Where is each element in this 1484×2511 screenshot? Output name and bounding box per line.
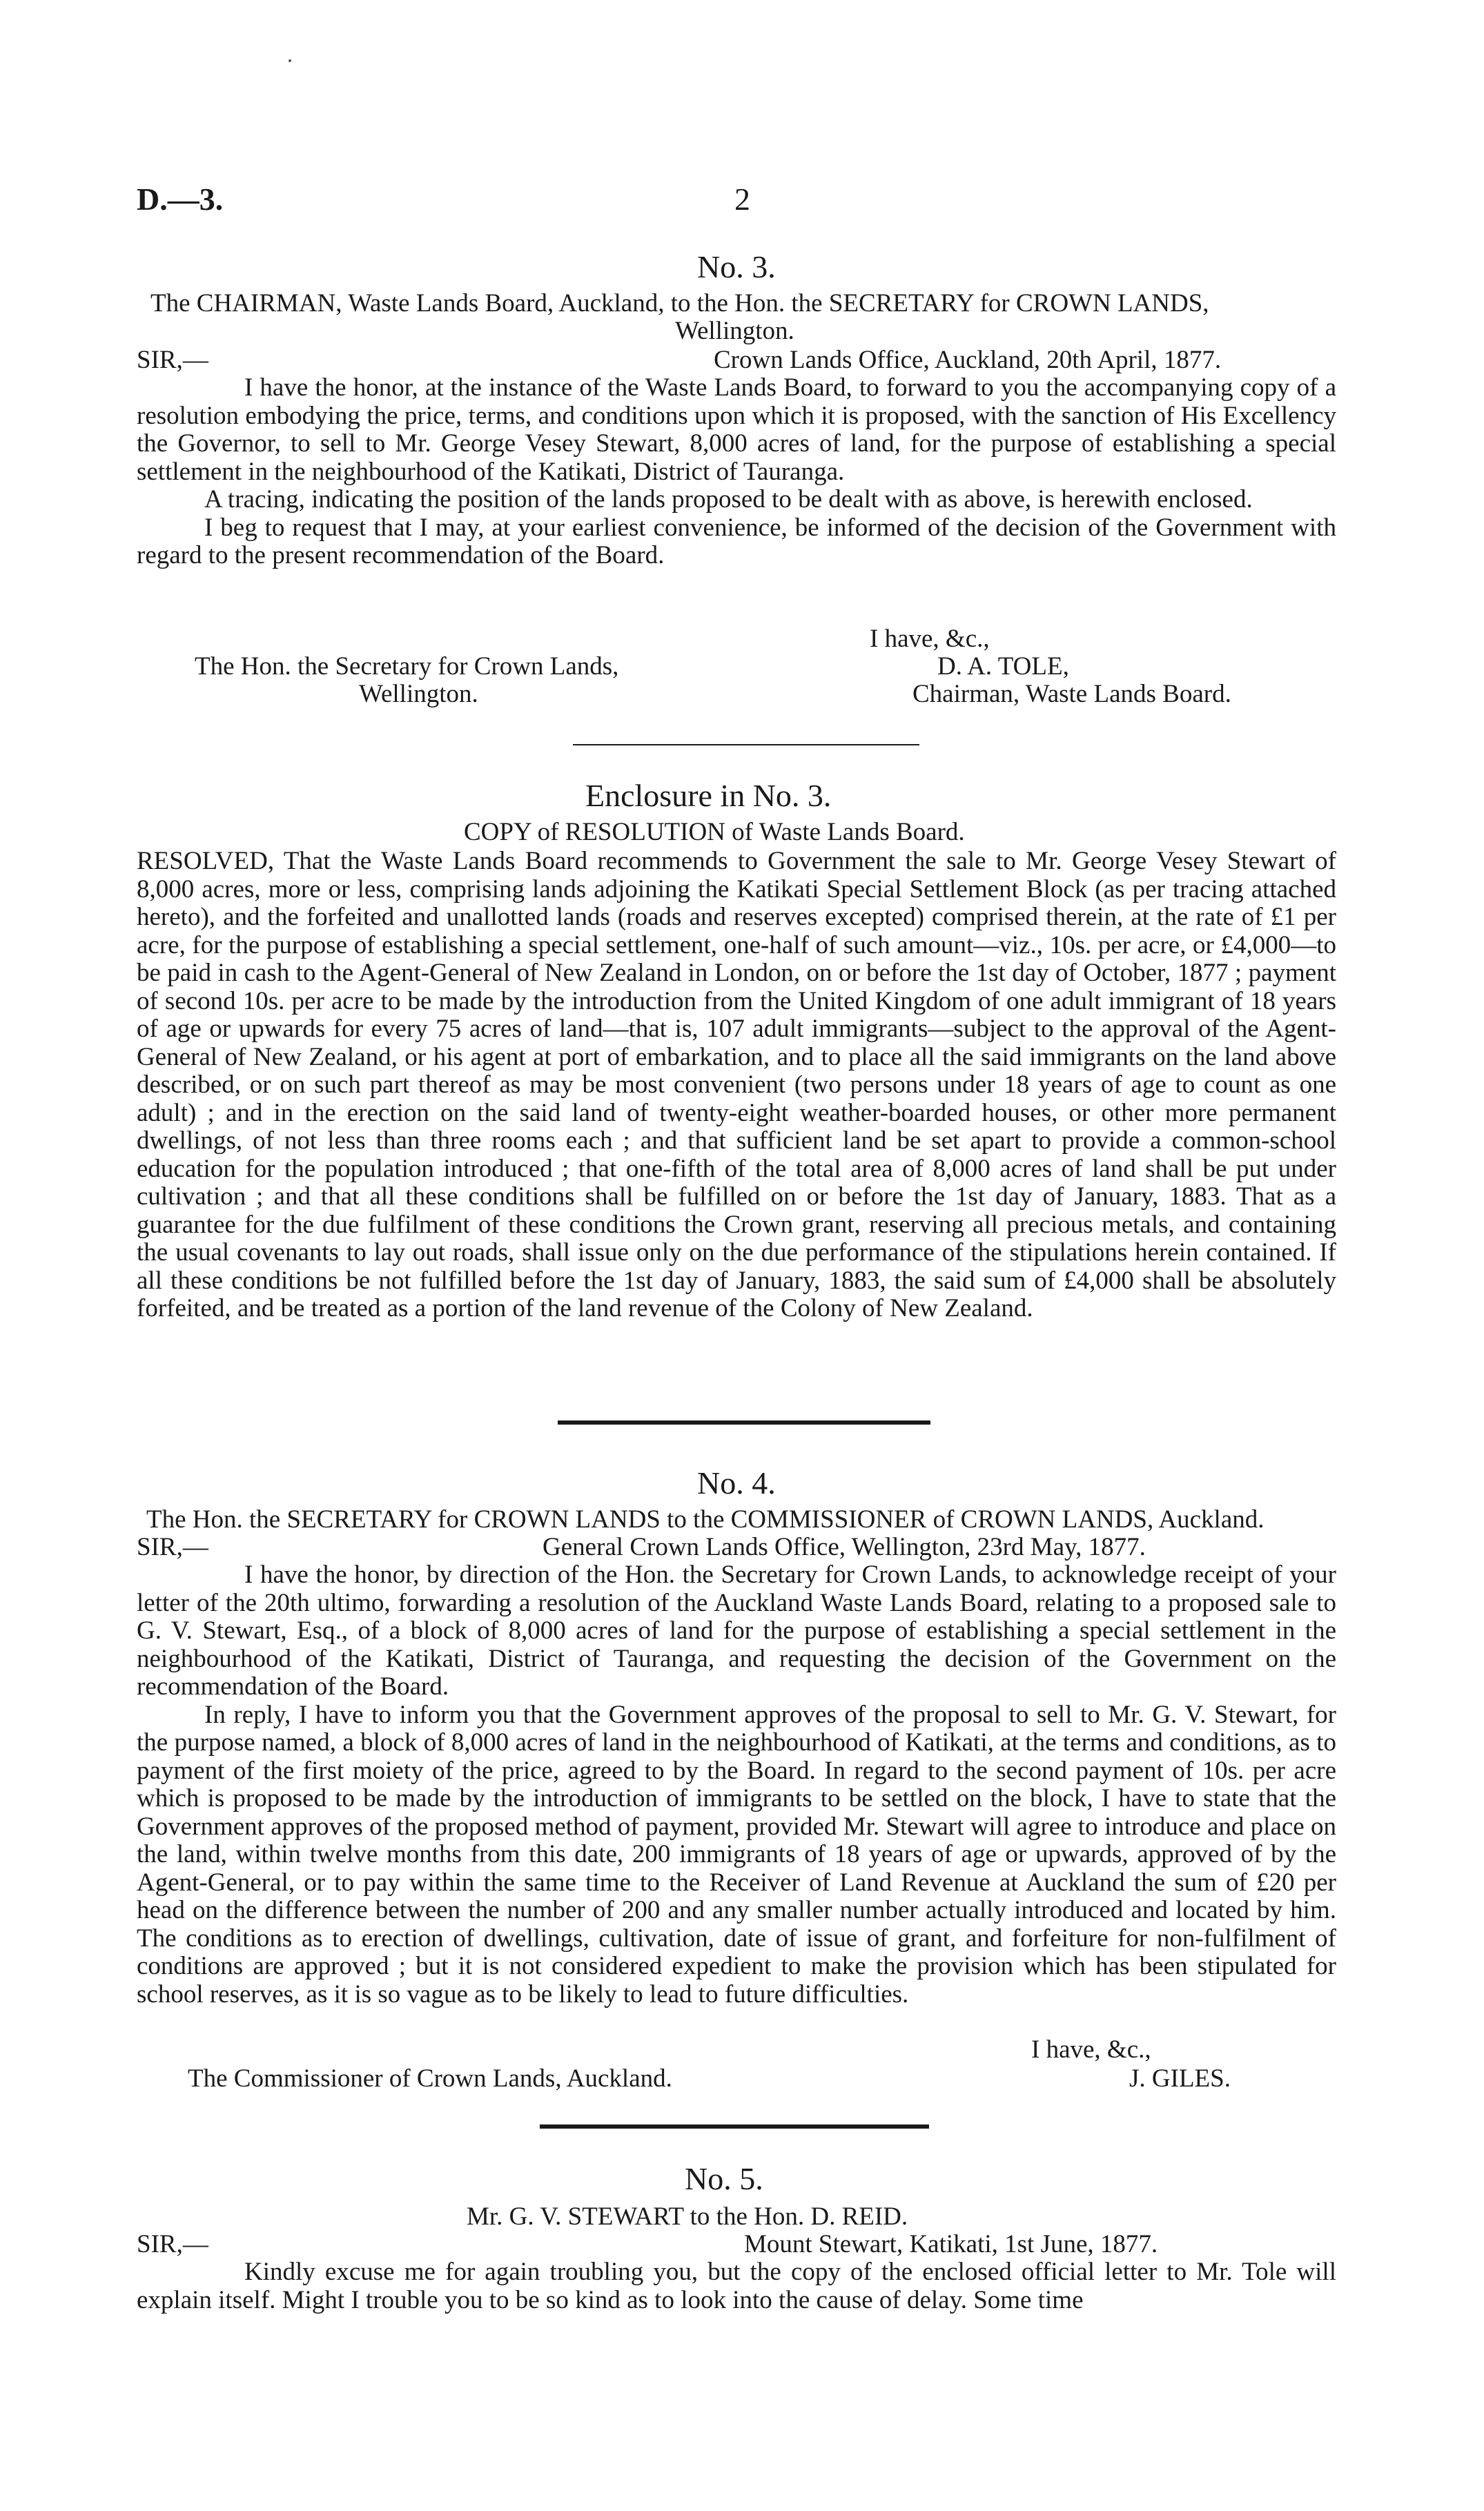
section-divider [573,744,919,745]
salutation-no5: SIR,— [137,2230,208,2258]
letter-title-no3-line2: Wellington. [675,317,794,345]
enclosure-subheading: COPY of RESOLUTION of Waste Lands Board. [464,818,965,846]
closing-no4: I have, &c., [1031,2035,1151,2064]
paragraph: I have the honor, at the instance of the Waste Lands Board, to forward to you the accompanying copy of a resolution embodying the price, terms, and conditions upon which it is proposed, with the sanction of His Excellency the Governor, to sell to Mr. George Vesey Stewart, 8,000 acres of land, for the purpose of establishing a special settlement in the neighbourhood of the Katikati, District of Tauranga. [137,373,1336,486]
place-date-no4: General Crown Lands Office, Wellington, 23rd May, 1877. [543,1533,1146,1561]
signatory-no3: D. A. TOLE, [937,652,1069,681]
signatory-no4: J. GILES. [1129,2064,1231,2093]
salutation-no4: SIR,— [137,1533,208,1561]
letter-body-no4 [137,1561,1336,2009]
paragraph: Kindly excuse me for again troubling you, but the copy of the enclosed official letter to Mr. Tole will explain itself. Might I trouble you to be so kind as to look into the cause of delay. Some time [137,2258,1336,2314]
letter-body-no3 [137,374,1336,570]
letter-title-no4: The Hon. the SECRETARY for CROWN LANDS to the COMMISSIONER of CROWN LANDS, Auckland. [146,1505,1265,1534]
series-code: D.—3. [137,182,224,217]
addressee-no3: The Hon. the Secretary for Crown Lands, [195,652,619,681]
letter-title-no5: Mr. G. V. STEWART to the Hon. D. REID. [467,2202,908,2231]
addressee-no3-line2: Wellington. [359,680,478,708]
page-number: 2 [734,182,750,217]
print-speck [289,59,291,62]
signatory-title-no3: Chairman, Waste Lands Board. [912,680,1231,708]
salutation-no3: SIR,— [137,346,208,374]
resolution-text [137,848,1336,1323]
letter-title-no3: The CHAIRMAN, Waste Lands Board, Auckland, to the Hon. the SECRETARY for CROWN LANDS, [150,289,1209,317]
paragraph: A tracing, indicating the position of the lands proposed to be dealt with as above, is herewith enclosed. [204,485,1253,514]
resolution-body: That the Waste Lands Board recommends to Government the sale to Mr. George Vesey Stewart of 8,000 acres, more or less, comprising lands adjoining the Katikati Special Settlement Block (as per tracing attached hereto), and the forfeited and unallotted lands (roads and reserves excepted) comprised therein, at the rate of £1 per acre, for the purpose of establishing a special settlement, one-half of such amount—viz., 10s. per acre, or £4,000—to be paid in cash to the Agent-General of New Zealand in London, on or before the 1st day of October, 1877 ; payment of second 10s. per acre to be made by the introduction from the United Kingdom of one adult immigrant of 18 years of age or upwards for every 75 acres of land—that is, 107 adult immigrants—subject to the approval of the Agent-General of New Zealand, or his agent at port of embarkation, and to place all the said immigrants on the land above described, or on such part thereof as may be most convenient (two persons under 18 years of age to count as one adult) ; and in the erection on the said land of twenty-eight weather-boarded houses, or other more permanent dwellings, of not less than three rooms each ; and that sufficient land be set apart to provide a common-school education for the population introduced ; that one-fifth of the total area of 8,000 acres of land shall be put under cultivation ; and that all these conditions shall be fulfilled on or before the 1st day of January, 1883. That as a guarantee for the due fulfilment of these conditions the Crown grant, reserving all precious metals, and containing the usual covenants to lay out roads, shall issue only on the due performance of the stipulations herein contained. If all these conditions be not fulfilled before the 1st day of January, 1883, the said sum of £4,000 shall be absolutely forfeited, and be treated as a portion of the land revenue of the Colony of New Zealand. [137,847,1336,1322]
closing-no3: I have, &c., [870,625,990,653]
paragraph: I have the honor, by direction of the Hon. the Secretary for Crown Lands, to acknowledge receipt of your letter of the 20th ultimo, forwarding a resolution of the Auckland Waste Lands Board, relating to a proposed sale to G. V. Stewart, Esq., of a block of 8,000 acres of land for the purpose of establishing a special settlement in the neighbourhood of the Katikati, District of Tauranga, and requesting the decision of the Government on the recommendation of the Board. [137,1561,1336,1701]
place-date-no5: Mount Stewart, Katikati, 1st June, 1877. [744,2230,1158,2258]
resolved-label: RESOLVED, [137,847,275,875]
paragraph: I beg to request that I may, at your earliest convenience, be informed of the decision of the Government with regard to the present recommendation of the Board. [137,513,1336,569]
enclosure-heading: Enclosure in No. 3. [585,778,832,813]
letter-body-no5 [137,2258,1336,2314]
letter-heading-no5: No. 5. [685,2161,763,2196]
paragraph: In reply, I have to inform you that the Government approves of the proposal to sell to Mr. G. V. Stewart, for the purpose named, a block of 8,000 acres of land in the neighbourhood of Katikati, at the terms and conditions, as to payment of the first moiety of the price, agreed to by the Board. In regard to the second payment of 10s. per acre which is proposed to be made by the introduction of immigrants to be settled on the block, I have to state that the Government approves of the proposed method of payment, provided Mr. Stewart will agree to introduce and place on the land, within twelve months from this date, 200 immigrants of 18 years of age or upwards, approved of by the Agent-General, or to pay within the same time to the Receiver of Land Revenue at Auckland the sum of £20 per head on the difference between the number of 200 and any smaller number actually introduced and located by him. The conditions as to erection of dwellings, cultivation, date of issue of grant, and forfeiture for non-fulfilment of conditions are approved ; but it is not considered expedient to make the provision which has been stipulated for school reserves, as it is so vague as to be likely to lead to future difficulties. [137,1700,1336,2009]
letter-heading-no3: No. 3. [697,249,776,284]
place-date-no3: Crown Lands Office, Auckland, 20th April, 1877. [714,346,1222,374]
letter-heading-no4: No. 4. [697,1465,776,1501]
addressee-no4: The Commissioner of Crown Lands, Auckland. [188,2064,672,2093]
section-divider-heavy [540,2124,929,2129]
section-divider-heavy [558,1420,930,1425]
